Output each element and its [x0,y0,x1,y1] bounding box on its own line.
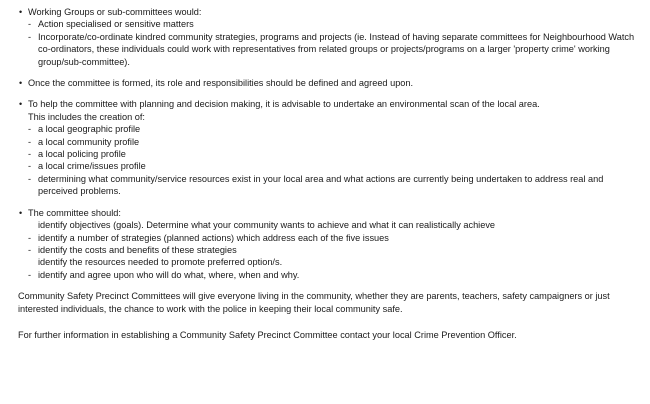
scan-lead-1: To help the committee with planning and decision making, it is advisable to undertake an environmental scan of the local area. [28,99,540,110]
dash-icon: - [28,232,32,243]
list-item: - a local policing profile [28,149,126,160]
dash-icon: - [28,173,32,184]
should-lead: The committee should: [28,207,121,218]
bullet-scan [18,98,638,123]
dash-icon: - [28,31,32,42]
list-item: - identify the costs and benefits of these strategies [28,244,237,255]
bullet-role [18,77,638,89]
bullet-dot-icon: • [19,99,23,110]
list-item: - identify and agree upon who will do what, where, when and why. [28,269,300,280]
list-item: - identify a number of strategies (planned actions) which address each of the five issues [28,232,389,243]
role-text: Once the committee is formed, its role and responsibilities should be defined and agreed upon. [28,78,414,89]
closing-paragraph-2: For further information in establishing a Community Safety Precinct Committee contact your local Crime Prevention Officer. [18,329,517,340]
dash-icon: - [28,136,32,147]
list-item: - a local community profile [28,136,140,147]
scan-lead-2: This includes the creation of: [28,111,145,122]
document-page [18,6,638,341]
list-item: - a local geographic profile [28,124,141,135]
dash-icon: - [28,149,32,160]
dash-icon: - [28,269,32,280]
list-item: - Action specialised or sensitive matters [28,19,194,30]
list-item: - Incorporate/co-ordinate kindred community strategies, programs and projects (ie. Instead of having separate committees for Neighbourhood Watch co-ordinators, these individuals could work with representatives from related groups or projects/programs on a larger 'property crime' working group/sub-committee). [28,31,635,67]
dash-icon: - [28,244,32,255]
dash-icon: - [28,161,32,172]
bullet-should [18,207,638,219]
closing-paragraph-1: Community Safety Precinct Committees will give everyone living in the community, whether they are parents, teachers, safety campaigners or just interested individuals, the chance to work with the police in keeping their local community safe. [18,291,610,314]
list-item: - a local crime/issues profile [28,161,146,172]
list-item: - determining what community/service resources exist in your local area and what actions are currently being undertaken to address real and perceived problems. [28,173,604,197]
bullet-dot-icon: • [19,7,23,17]
bullet-working-groups [18,6,638,18]
dash-icon: - [28,19,32,30]
list-item: identify objectives (goals). Determine what your community wants to achieve and what it can realistically achieve [38,220,496,231]
dash-icon: - [28,124,32,135]
bullet-dot-icon: • [19,78,23,89]
list-item: identify the resources needed to promote preferred option/s. [38,257,283,268]
working-groups-lead: Working Groups or sub-committees would: [28,7,202,17]
bullet-dot-icon: • [19,207,23,218]
